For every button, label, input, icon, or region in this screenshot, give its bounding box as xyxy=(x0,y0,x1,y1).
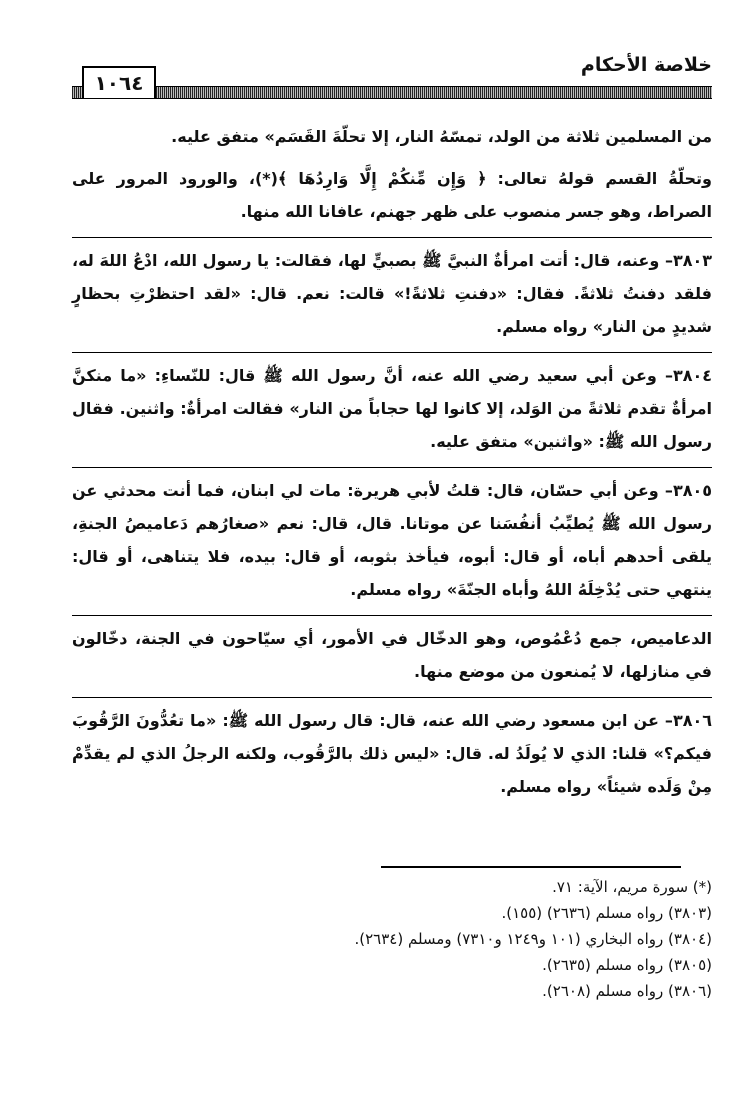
footnote-3804: (٣٨٠٤) رواه البخاري (١٠١ و١٢٤٩ و٧٣١٠) ومسلم (٢٦٣٤). xyxy=(354,930,712,948)
footnotes xyxy=(72,874,712,1004)
hadith-3804: ٣٨٠٤– وعن أبي سعيد رضي الله عنه، أنَّ رسول الله ﷺ قال: للنّساءِ: «ما منكنَّ امرأةٌ تقدم ثلاثةً من الوَلد، إلا كانوا لها حجاباً من النار» فقالت امرأةٌ: واثنين. فقال رسول الله ﷺ: «واثنين» متفق عليه. xyxy=(72,352,712,458)
hadith-3806: ٣٨٠٦– عن ابن مسعود رضي الله عنه، قال: قال رسول الله ﷺ: «ما تعُدُّونَ الرَّقُوبَ فيكم؟» قلنا: الذي لا يُولَدُ له. قال: «ليس ذلك بالرَّقُوب، ولكنه الرجلُ الذي لم يقدِّمْ مِنْ وَلَده شيئاً» رواه مسلم. xyxy=(72,697,712,803)
page-header xyxy=(72,52,712,104)
hadith-3805: ٣٨٠٥– وعن أبي حسّان، قال: قلتُ لأبي هريرة: مات لي ابنان، فما أنت محدثي عن رسول الله ﷺ يُطيِّبُ أنفُسَنا عن موتانا. قال، قال: نعم «صغارُهم دَعاميصُ الجنةِ، يلقى أحدهم أباه، أو قال: أبوه، فيأخذ بثوبه، أو قال: بيده، فلا يتناهى، أو قال: ينتهي حتى يُدْخِلَهُ اللهُ وأباه الجنّةَ» رواه مسلم. xyxy=(72,467,712,606)
footnote-divider xyxy=(381,866,681,868)
header-decorative-rule xyxy=(72,86,712,99)
footnote-3806: (٣٨٠٦) رواه مسلم (٢٦٠٨). xyxy=(542,982,712,1000)
page-body xyxy=(72,120,712,812)
page-number: ١٠٦٤ xyxy=(82,66,156,98)
hadith-3803: ٣٨٠٣– وعنه، قال: أتت امرأةٌ النبيَّ ﷺ بصبيٍّ لها، فقالت: يا رسول الله، ادْعُ اللهَ له، فلقد دفنتُ ثلاثةً. فقال: «دفنتِ ثلاثةً!» قالت: نعم. قال: «لقد احتظرْتِ بحظارٍ شديدٍ من النار» رواه مسلم. xyxy=(72,237,712,343)
footnote-3805: (٣٨٠٥) رواه مسلم (٢٦٣٥). xyxy=(542,956,712,974)
book-title: خلاصة الأحكام xyxy=(580,54,712,76)
paragraph-continuation: من المسلمين ثلاثة من الولد، تمسّهُ النار، إلا تحلّةَ القَسَم» متفق عليه. xyxy=(171,127,712,146)
footnote-3803: (٣٨٠٣) رواه مسلم (٢٦٣٦) (١٥٥). xyxy=(501,904,712,922)
footnote-quran-reference: (*) سورة مريم، الآية: ٧١. xyxy=(552,878,712,896)
paragraph-explanation-tahillat-alqasam: وتحلّةُ القسم قولهُ تعالى: ﴿ وَإِن مِّنكُمْ إِلَّا وَارِدُهَا ﴾(*)، والورود المرور على الصراط، وهو جسر منصوب على ظهر جهنم، عافانا الله منها. xyxy=(72,169,712,221)
paragraph-explanation-daamis: الدعاميص، جمع دُعْمُوص، وهو الدخّال في الأمور، أي سيّاحون في الجنة، دخّالون في منازلها، لا يُمنعون من موضع منها. xyxy=(72,615,712,688)
